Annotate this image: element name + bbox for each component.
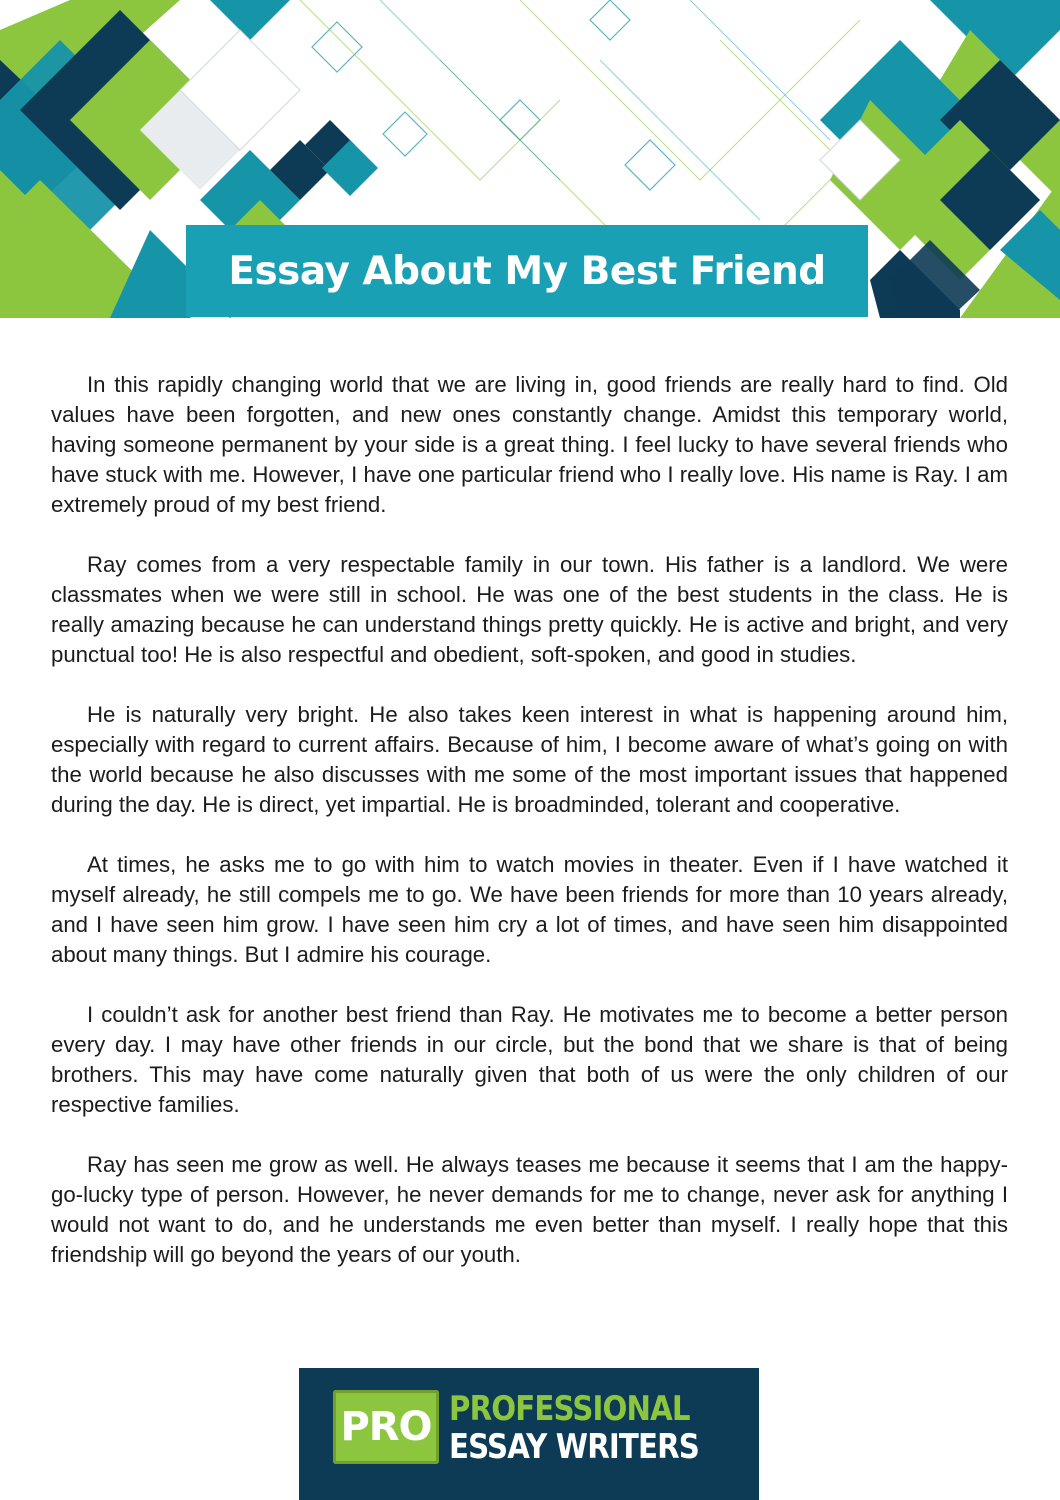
logo-pro-badge: PRO: [333, 1390, 439, 1464]
essay-paragraph: I couldn’t ask for another best friend than Ray. He motivates me to become a better person every day. I may have other friends in our circle, but the bond that we share is that of being brothers. This may have come naturally given that both of us were the only children of our respective families.: [51, 1002, 1008, 1117]
title-banner: [186, 225, 868, 317]
essay-paragraph: Ray has seen me grow as well. He always teases me because it seems that I am the happy-go-lucky type of person. However, he never demands for me to change, never ask for anything I would not want to do, and he understands me even better than myself. I really hope that this friendship will go beyond the years of our youth.: [51, 1152, 1008, 1267]
logo-line-professional: PROFESSIONAL: [449, 1389, 690, 1429]
thin-grid-lines: [300, 0, 860, 240]
essay-paragraph: In this rapidly changing world that we are living in, good friends are really hard to find. Old values have been forgotten, and new ones constantly change. Amidst this temporary world, having someone permanent by your side is a great thing. I feel lucky to have several friends who have stuck with me. However, I have one particular friend who I really love. His name is Ray. I am extremely proud of my best friend.: [51, 372, 1008, 517]
essay-paragraph: At times, he asks me to go with him to watch movies in theater. Even if I have watched it myself already, he still compels me to go. We have been friends for more than 10 years already, and I have seen him grow. I have seen him cry a lot of times, and have seen him disappointed about many things. But I admire his courage.: [51, 852, 1008, 967]
essay-paragraph: He is naturally very bright. He also takes keen interest in what is happening around him, especially with regard to current affairs. Because of him, I become aware of what’s going on with the world because he also discusses with me some of the most important issues that happened during the day. He is direct, yet impartial. He is broadminded, tolerant and cooperative.: [51, 702, 1008, 817]
essay-paragraph: Ray comes from a very respectable family in our town. His father is a landlord. We were classmates when we were still in school. He was one of the best students in the class. He is really amazing because he can understand things pretty quickly. He is active and bright, and very punctual too! He is also respectful and obedient, soft-spoken, and good in studies.: [51, 552, 1008, 667]
logo-line-essay-writers: ESSAY WRITERS: [449, 1427, 699, 1467]
professional-essay-writers-logo: [299, 1368, 759, 1500]
essay-body: [51, 370, 1008, 1300]
page-title: Essay About My Best Friend: [228, 248, 826, 294]
